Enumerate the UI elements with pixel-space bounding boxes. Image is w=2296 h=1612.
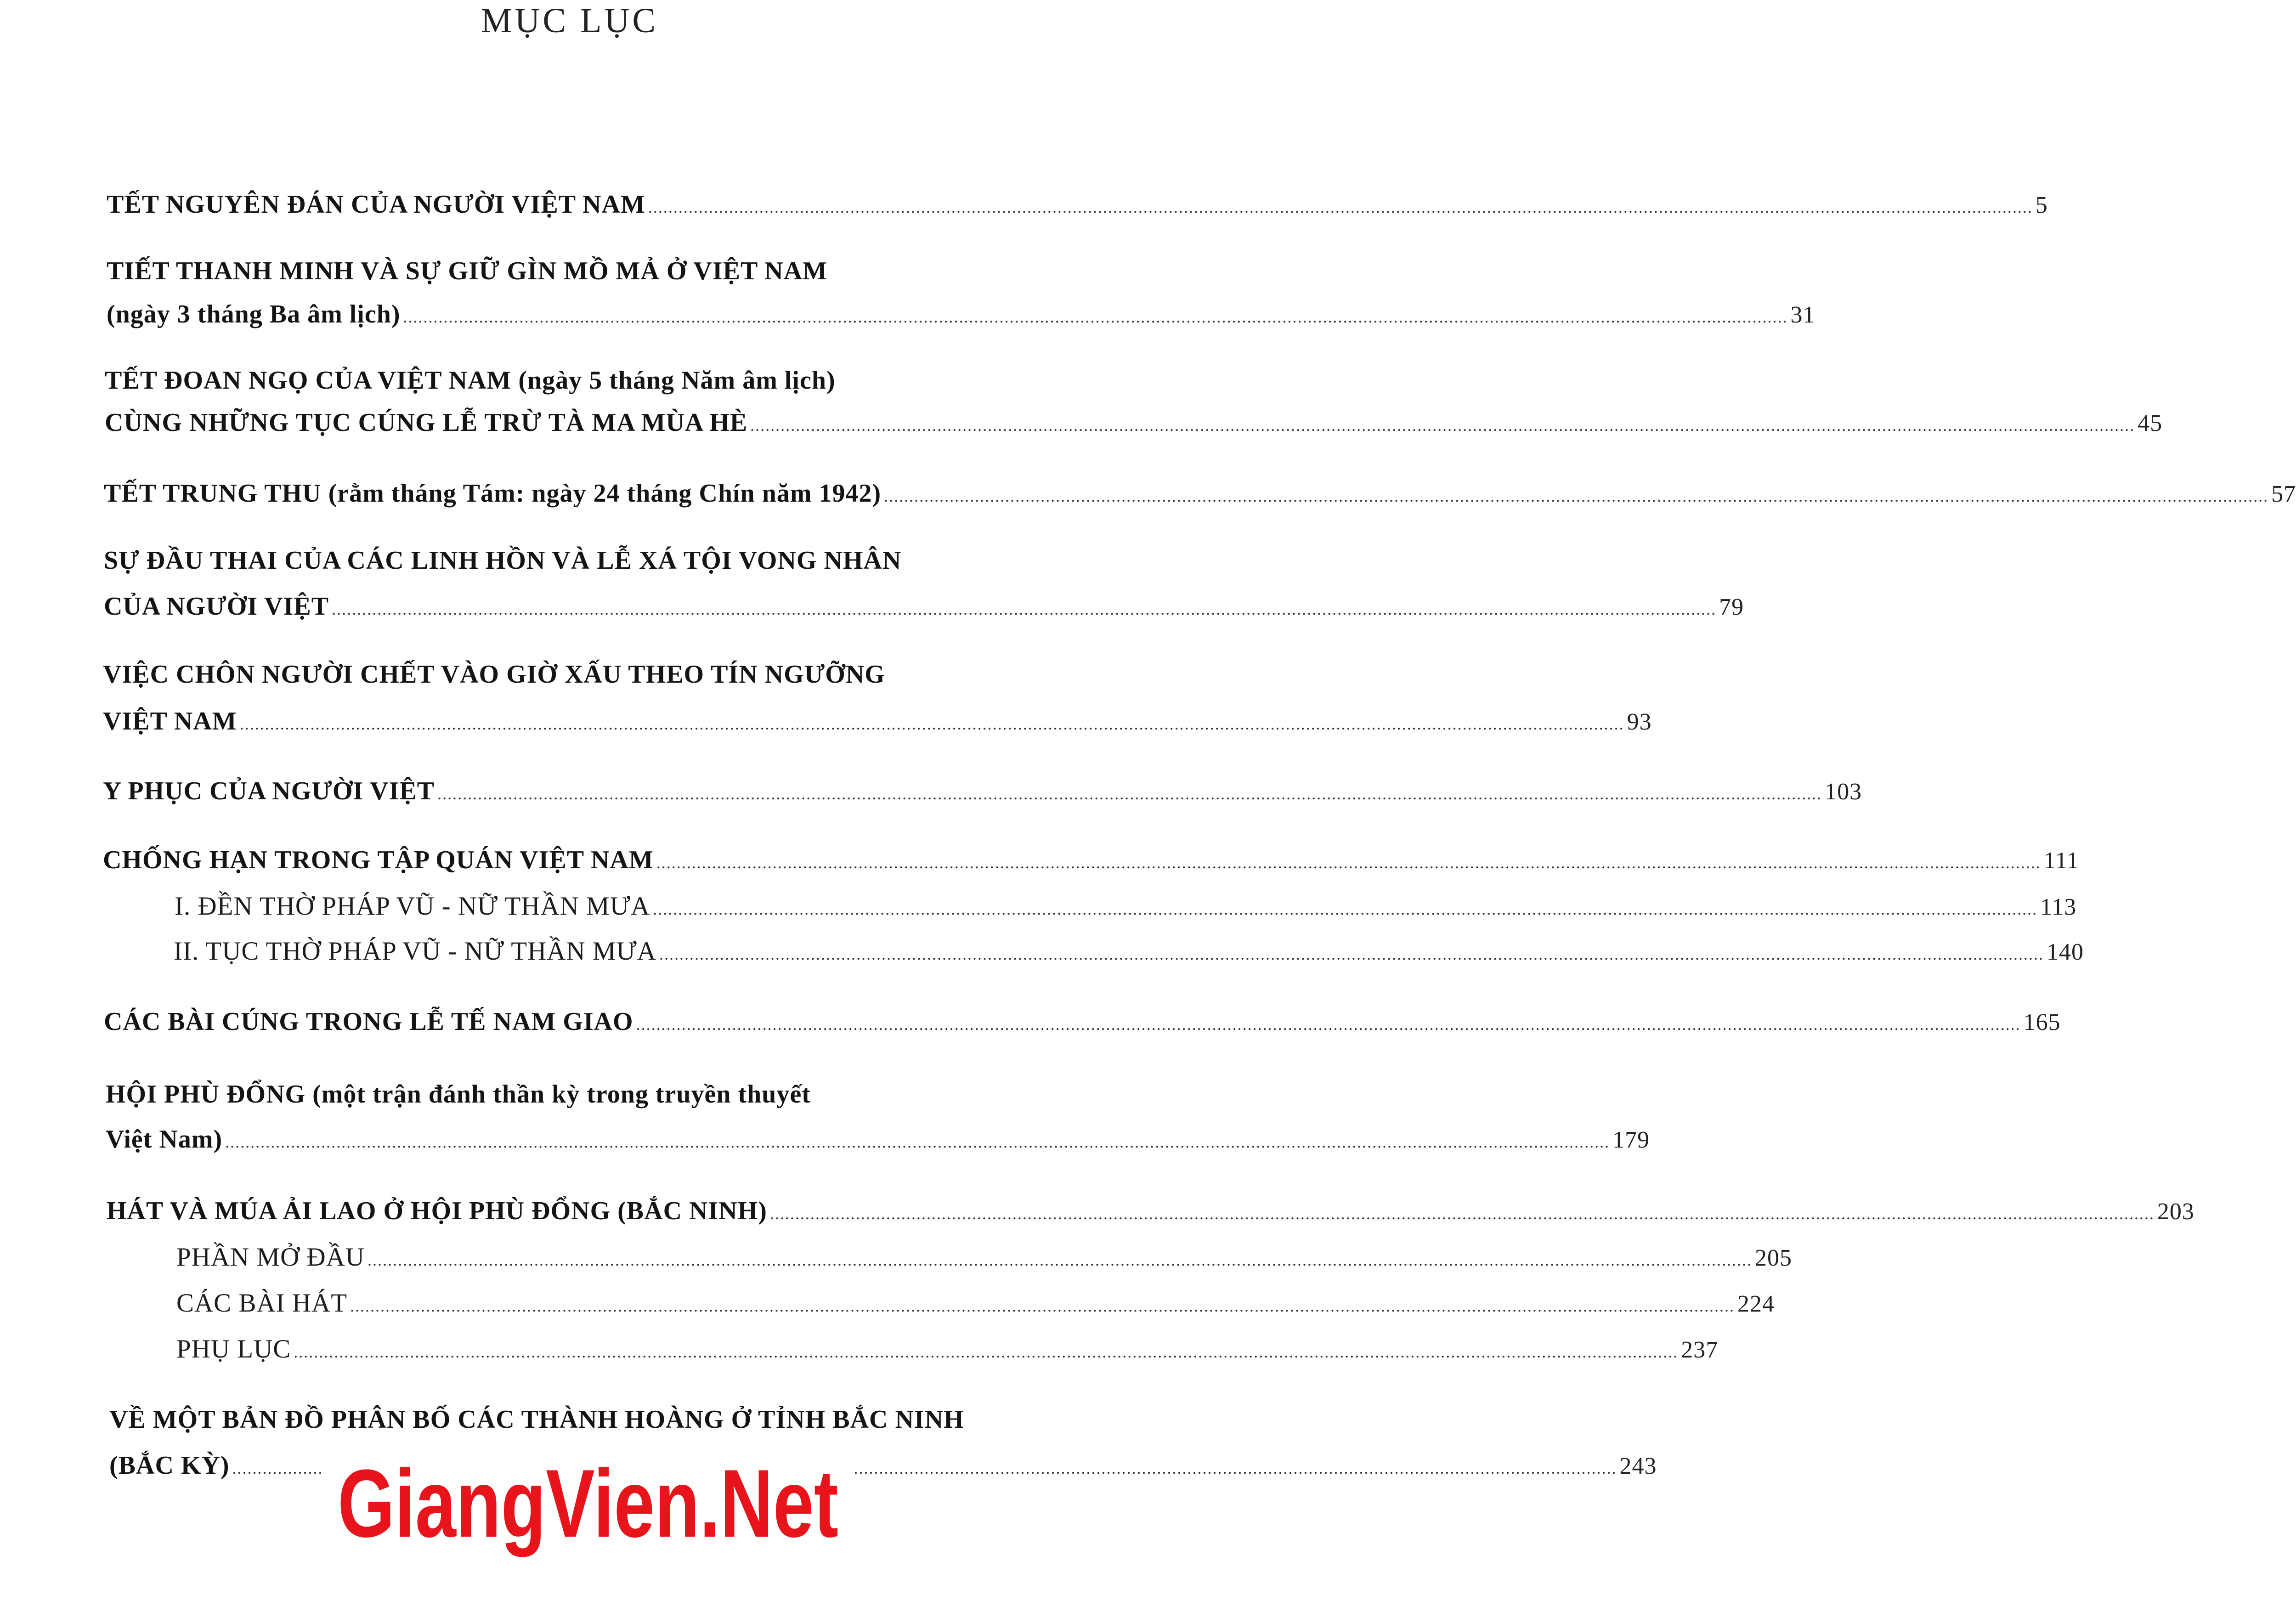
leader-dots [750,416,2135,435]
toc-entry-title: (BẮC KỲ) [109,1451,230,1480]
toc-entry-title: Y PHỤC CỦA NGƯỜI VIỆT [103,777,435,805]
toc-page-number: 31 [1790,302,1815,328]
toc-subentry [175,891,2077,921]
page-title: MỤC LỤC [481,1,659,40]
toc-entry-title: (ngày 3 tháng Ba âm lịch) [107,300,401,328]
toc-page-number: 179 [1612,1127,1650,1153]
toc-entry [107,190,2048,219]
toc-page-number: 57 [2271,481,2296,507]
toc-entry [106,1125,1650,1154]
toc-entry-title: CỦA NGƯỜI VIỆT [104,592,329,621]
leader-dots [636,1015,2021,1034]
toc-entry-title: VỀ MỘT BẢN ĐỒ PHÂN BỐ CÁC THÀNH HOÀNG Ở TỈNH BẮC NINH [109,1405,964,1434]
leader-dots [648,198,2033,217]
toc-entry-title: PHẦN MỞ ĐẦU [176,1243,365,1272]
toc-entry-line [109,1405,964,1434]
leader-dots [240,714,1624,734]
toc-entry [105,408,2163,437]
toc-entry [107,1196,2194,1226]
leader-dots [294,1342,1678,1362]
toc-entry-title: VIỆT NAM [103,707,237,735]
leader-dots [653,899,2037,919]
toc-page-number: 237 [1681,1337,1719,1363]
toc-entry-title: I. ĐỀN THỜ PHÁP VŨ - NỮ THẦN MƯA [175,892,650,921]
toc-page-number: 165 [2023,1009,2061,1035]
toc-entry-title: TẾT NGUYÊN ĐÁN CỦA NGƯỜI VIỆT NAM [107,190,645,219]
toc-page-number: 203 [2157,1199,2194,1225]
toc-subentry [176,1334,1719,1364]
toc-entry-title: VIỆC CHÔN NGƯỜI CHẾT VÀO GIỜ XẤU THEO TÍN NGƯỠNG [103,660,885,689]
watermark-text: GiangVien.Net [338,1449,838,1557]
leader-dots [884,486,2268,506]
toc-entry-line [105,366,836,395]
toc-entry [103,776,1862,806]
toc-page-number: 111 [2043,848,2079,874]
watermark-logo [322,1442,854,1562]
toc-entry-line [107,256,827,286]
toc-entry-line [106,1080,811,1109]
leader-dots [659,945,2044,964]
toc-page-number: 243 [1619,1453,1657,1479]
toc-entry-title: II. TỤC THỜ PHÁP VŨ - NỮ THẦN MƯA [174,937,656,966]
toc-entry-title: CÙNG NHỮNG TỤC CÚNG LỄ TRỪ TÀ MA MÙA HÈ [105,408,748,437]
toc-entry-title: HỘI PHÙ ĐỔNG (một trận đánh thần kỳ trong truyền thuyết [106,1080,811,1109]
toc-page-number: 93 [1627,709,1652,735]
toc-entry-title: TIẾT THANH MINH VÀ SỰ GIỮ GÌN MỒ MẢ Ở VIỆT NAM [107,257,828,285]
leader-dots [437,784,1822,803]
toc-page-number: 224 [1737,1291,1775,1317]
toc-entry-title: SỰ ĐẦU THAI CỦA CÁC LINH HỒN VÀ LỄ XÁ TỘI VONG NHÂN [104,546,902,575]
toc-subentry [176,1242,1793,1272]
toc-page-number: 79 [1719,594,1744,620]
toc-page-number: 103 [1825,779,1862,805]
toc-entry-title: Việt Nam) [106,1125,223,1154]
leader-dots [770,1204,2155,1223]
toc-entry [104,479,2296,508]
leader-dots [403,307,1788,327]
toc-entry-title: TẾT ĐOAN NGỌ CỦA VIỆT NAM (ngày 5 tháng Năm âm lịch) [105,366,836,395]
toc-entry [103,845,2079,875]
toc-subentry [176,1288,1775,1318]
toc-page-number: 113 [2040,894,2077,920]
leader-dots [350,1296,1735,1316]
toc-page-number: 45 [2138,410,2163,436]
toc-entry [103,707,1652,736]
toc-entry-title: CÁC BÀI HÁT [176,1289,348,1318]
leader-dots [656,853,2041,872]
toc-entry-title: PHỤ LỤC [176,1335,291,1363]
toc-entry-title: HÁT VÀ MÚA ẢI LAO Ở HỘI PHÙ ĐỔNG (BẮC NINH) [107,1197,767,1225]
toc-entry-title: TẾT TRUNG THU (rằm tháng Tám: ngày 24 tháng Chín năm 1942) [104,479,882,508]
toc-page-number: 5 [2035,192,2048,218]
leader-dots [332,600,1716,619]
leader-dots [368,1250,1752,1270]
toc-entry-title: CÁC BÀI CÚNG TRONG LỄ TẾ NAM GIAO [104,1007,633,1036]
toc-entry-line [103,660,885,689]
toc-entry-title: CHỐNG HẠN TRONG TẬP QUÁN VIỆT NAM [103,846,654,874]
leader-dots [225,1132,1610,1152]
toc-entry [104,1007,2061,1036]
toc-subentry [174,936,2084,966]
toc-entry-line [104,546,901,575]
toc-page-number: 140 [2046,939,2084,965]
toc-entry [107,300,1815,329]
toc-page-number: 205 [1755,1245,1793,1271]
toc-entry [104,592,1744,621]
